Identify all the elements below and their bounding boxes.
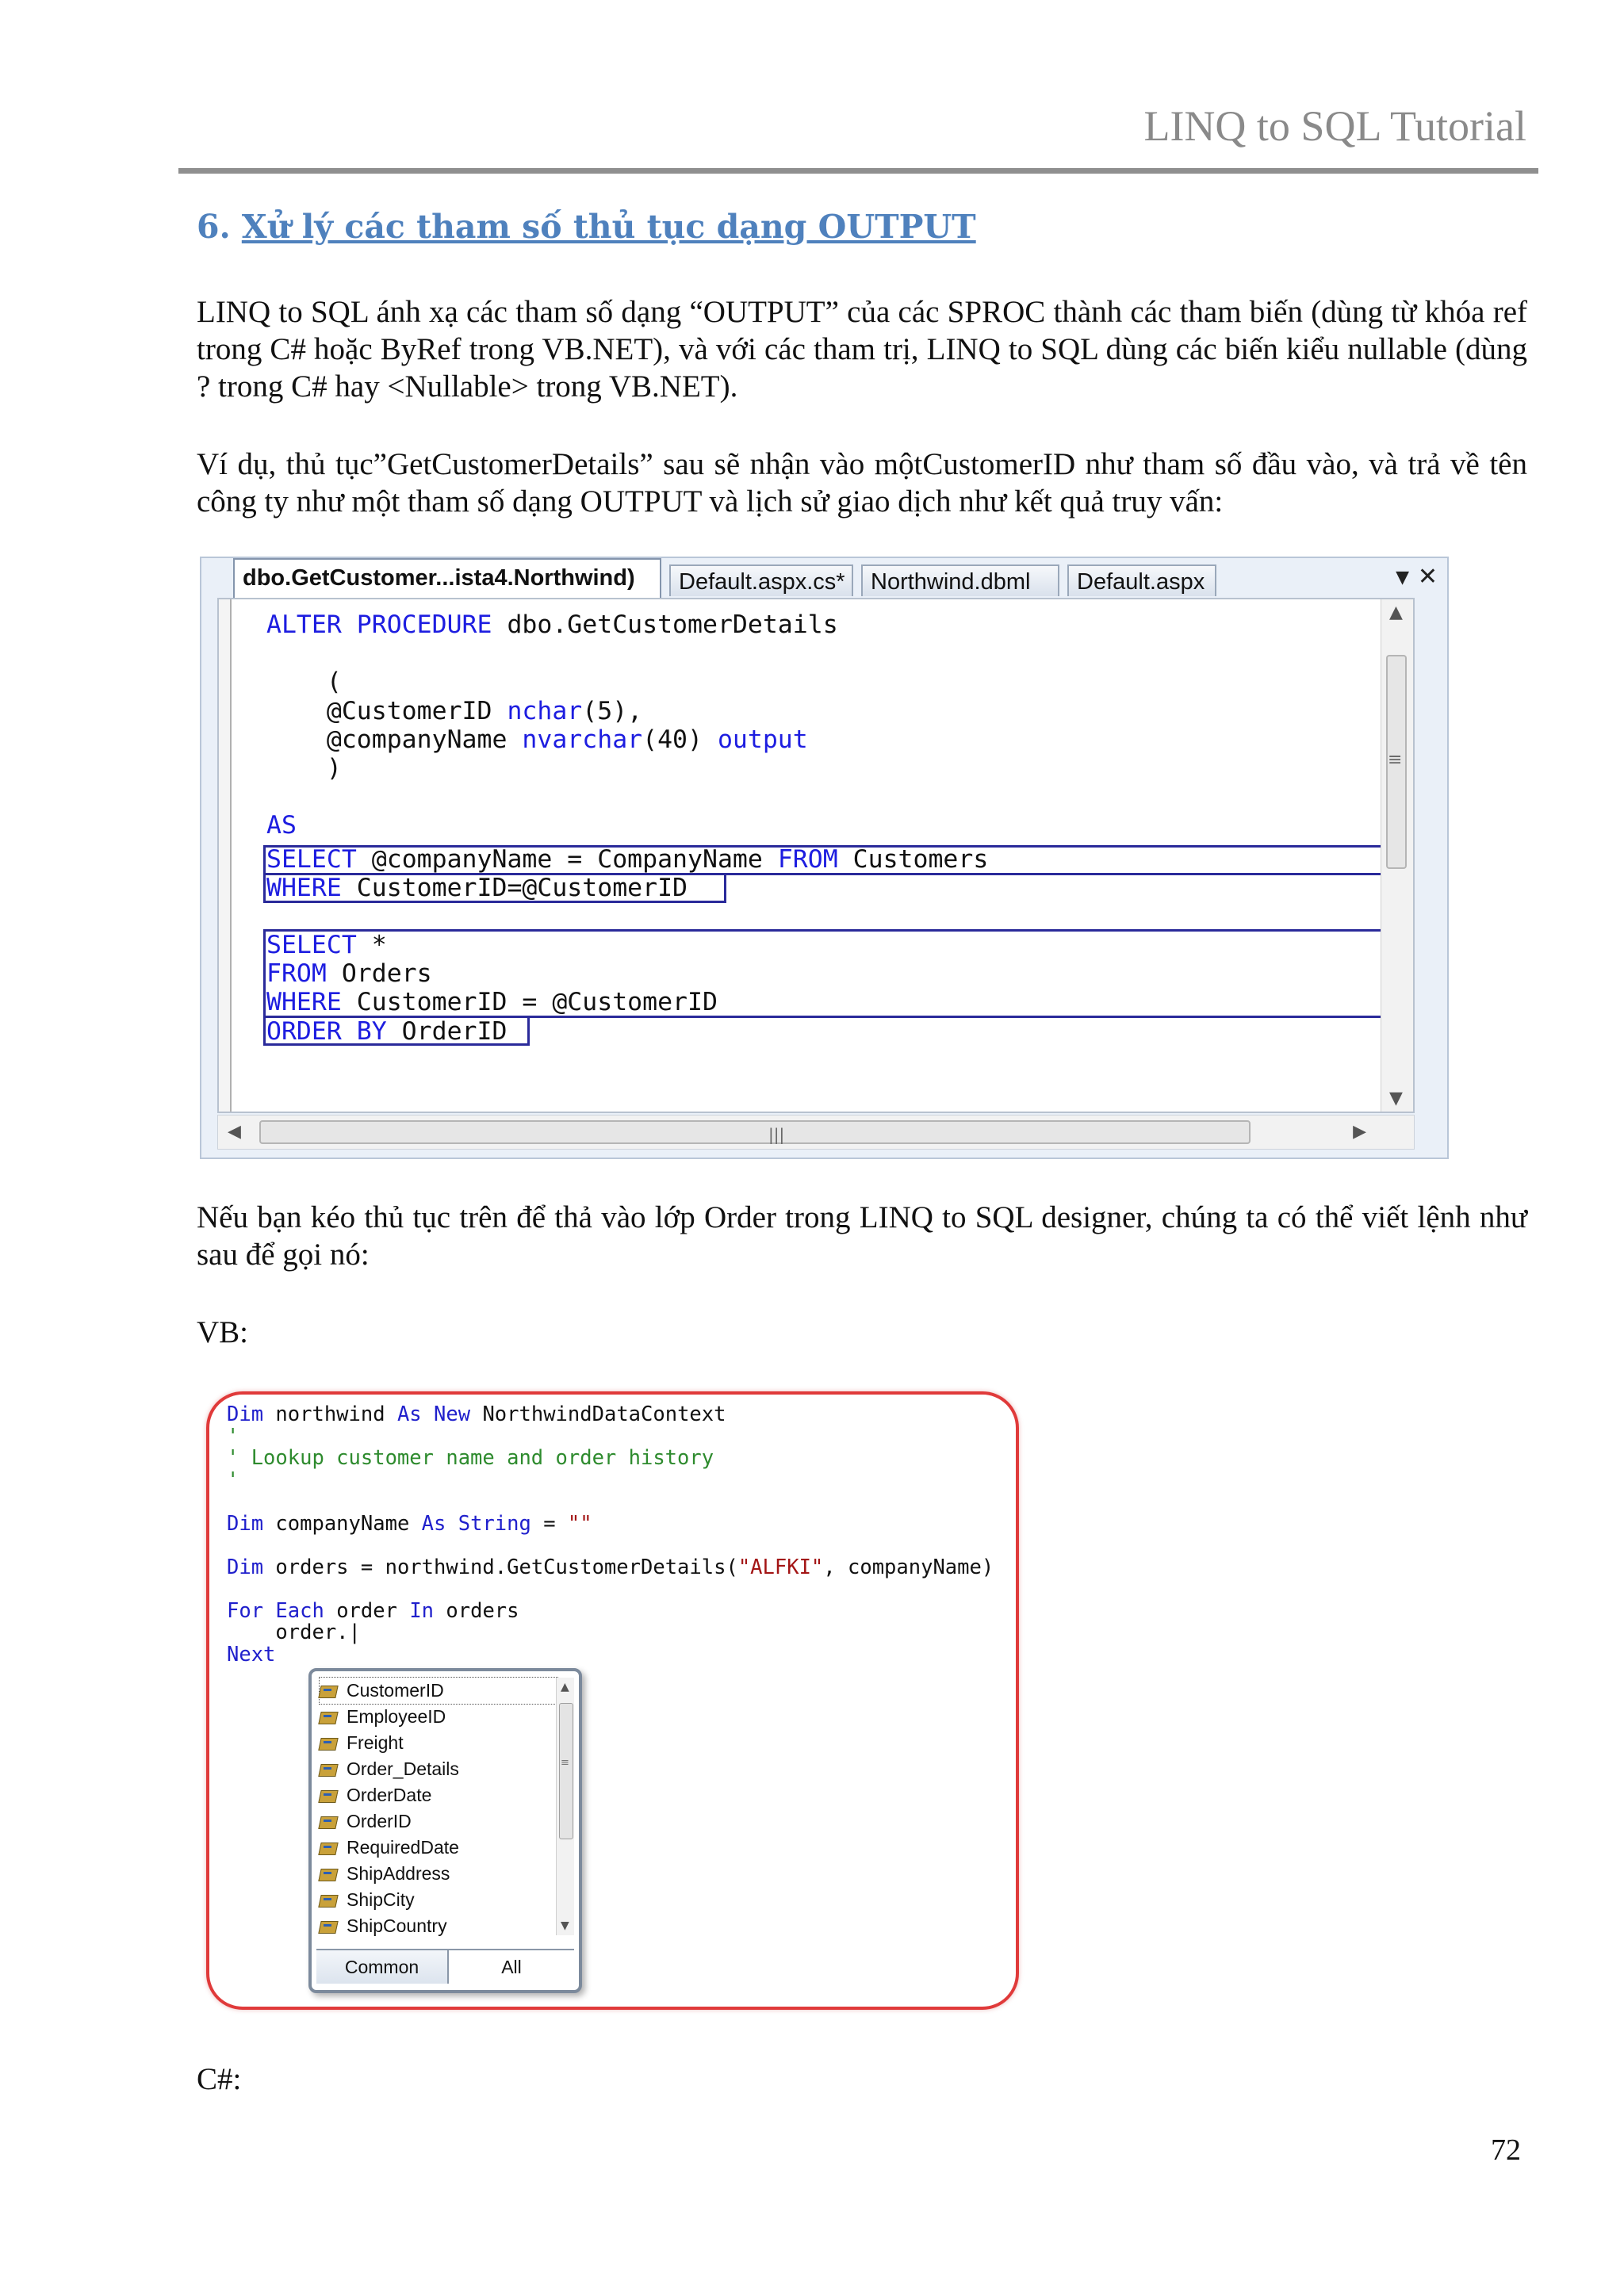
list-item[interactable]: OrderID — [320, 1808, 557, 1835]
paragraph-intro: LINQ to SQL ánh xạ các tham số dạng “OUTPUT” của các SPROC thành các tham biến (dùng từ khóa ref trong C# hoặc ByRef trong VB.NET), và với các tham trị, LINQ to SQL dùng các biến kiểu nullable (dùng ? trong C# hay <Nullable> trong VB.NET). — [197, 295, 1527, 404]
code-block-select-orders: SELECT * FROM Orders WHERE CustomerID = @CustomerID ORDER BY OrderID — [266, 931, 718, 1046]
section-title: Xử lý các tham số thủ tục dạng OUTPUT — [241, 208, 976, 246]
tab-northwind-dbml[interactable]: Northwind.dbml — [861, 564, 1059, 596]
code-block-select-company: SELECT @companyName = CompanyName FROM Customers WHERE CustomerID=@CustomerID — [266, 845, 989, 903]
horizontal-scroll-thumb[interactable] — [259, 1120, 1251, 1144]
vb-label: VB: — [197, 1315, 249, 1349]
tab-list-dropdown-icon[interactable]: ▼ — [1396, 568, 1409, 587]
highlight-where-line — [263, 873, 726, 903]
paragraph-drag-drop: Nếu bạn kéo thủ tục trên để thả vào lớp Order trong LINQ to SQL designer, chúng ta có thể viết lệnh như sau để gọi nó: — [197, 1200, 1527, 1272]
field-icon — [320, 1762, 340, 1777]
scroll-right-icon[interactable]: ▶ — [1353, 1122, 1366, 1142]
scroll-up-icon[interactable]: ▲ — [561, 1681, 569, 1693]
tab-all[interactable]: All — [447, 1950, 574, 1984]
tab-common[interactable]: Common — [316, 1950, 447, 1984]
grip-icon: ||| — [768, 1125, 785, 1144]
grip-icon: ≡ — [1388, 750, 1403, 770]
member-filter-tabs — [316, 1949, 574, 1985]
intellisense-popup[interactable] — [308, 1668, 582, 1993]
field-icon — [320, 1840, 340, 1856]
highlight-order-by-line — [263, 1016, 530, 1046]
vertical-scrollbar[interactable] — [1381, 599, 1413, 1112]
page-number: 72 — [1491, 2133, 1521, 2167]
member-list-scroll-thumb[interactable] — [559, 1703, 573, 1839]
highlight-orders-block — [263, 929, 1402, 1018]
header-rule — [178, 168, 1538, 174]
close-icon[interactable]: ✕ — [1417, 563, 1438, 591]
vb-code: Dim northwind As New NorthwindDataContext ' ' Lookup customer name and order history ' Dim companyName As String = "" Dim orders = northwind.GetCustomerDetails("ALFKI", companyName) For Each order In orders order.| Next — [227, 1402, 994, 1667]
field-icon — [320, 1788, 340, 1804]
list-item[interactable]: ShipCountry — [320, 1913, 557, 1939]
scroll-left-icon[interactable]: ◀ — [228, 1122, 241, 1142]
document-tab-strip — [217, 558, 1368, 598]
tab-stored-procedure[interactable]: dbo.GetCustomer...ista4.Northwind) — [233, 558, 661, 598]
member-list-scrollbar[interactable] — [556, 1678, 574, 1935]
member-list[interactable] — [320, 1678, 557, 1939]
section-number: 6. — [197, 208, 231, 246]
grip-icon: ≡ — [561, 1757, 569, 1769]
field-icon — [320, 1892, 340, 1908]
csharp-label: C#: — [197, 2062, 242, 2096]
code-block-header: ALTER PROCEDURE dbo.GetCustomerDetails ( @CustomerID nchar(5), @companyName nvarchar(40) output ) AS — [266, 610, 838, 840]
sql-editor-window — [200, 557, 1449, 1159]
list-item[interactable]: RequiredDate — [320, 1835, 557, 1861]
scroll-down-icon[interactable]: ▼ — [1389, 1089, 1403, 1108]
scroll-up-icon[interactable]: ▲ — [1389, 603, 1403, 622]
list-item[interactable]: Order_Details — [320, 1756, 557, 1782]
list-item[interactable]: CustomerID — [320, 1678, 557, 1704]
editor-gutter — [219, 599, 232, 1112]
highlight-select-line — [263, 845, 1402, 875]
field-icon — [320, 1814, 340, 1830]
sql-code-editor[interactable] — [217, 598, 1415, 1113]
field-icon — [320, 1735, 340, 1751]
list-item[interactable]: Freight — [320, 1730, 557, 1756]
list-item[interactable]: ShipCity — [320, 1887, 557, 1913]
page-header-title: LINQ to SQL Tutorial — [1143, 102, 1526, 150]
vb-code-snippet — [206, 1391, 1019, 2010]
tab-default-aspx[interactable]: Default.aspx — [1067, 564, 1216, 596]
field-icon — [320, 1866, 340, 1882]
field-icon — [320, 1709, 340, 1725]
section-heading — [197, 208, 976, 246]
horizontal-scrollbar[interactable] — [217, 1115, 1415, 1150]
paragraph-example: Ví dụ, thủ tục”GetCustomerDetails” sau sẽ nhận vào mộtCustomerID như tham số đầu vào, và trả về tên công ty như một tham số dạng OUTPUT và lịch sử giao dịch như kết quả truy vấn: — [197, 447, 1527, 519]
list-item[interactable]: OrderDate — [320, 1782, 557, 1808]
scroll-down-icon[interactable]: ▼ — [561, 1919, 569, 1932]
tab-default-aspx-cs[interactable]: Default.aspx.cs* — [669, 564, 853, 596]
list-item[interactable]: EmployeeID — [320, 1704, 557, 1730]
list-item[interactable]: ShipAddress — [320, 1861, 557, 1887]
field-icon — [320, 1683, 340, 1699]
field-icon — [320, 1919, 340, 1934]
